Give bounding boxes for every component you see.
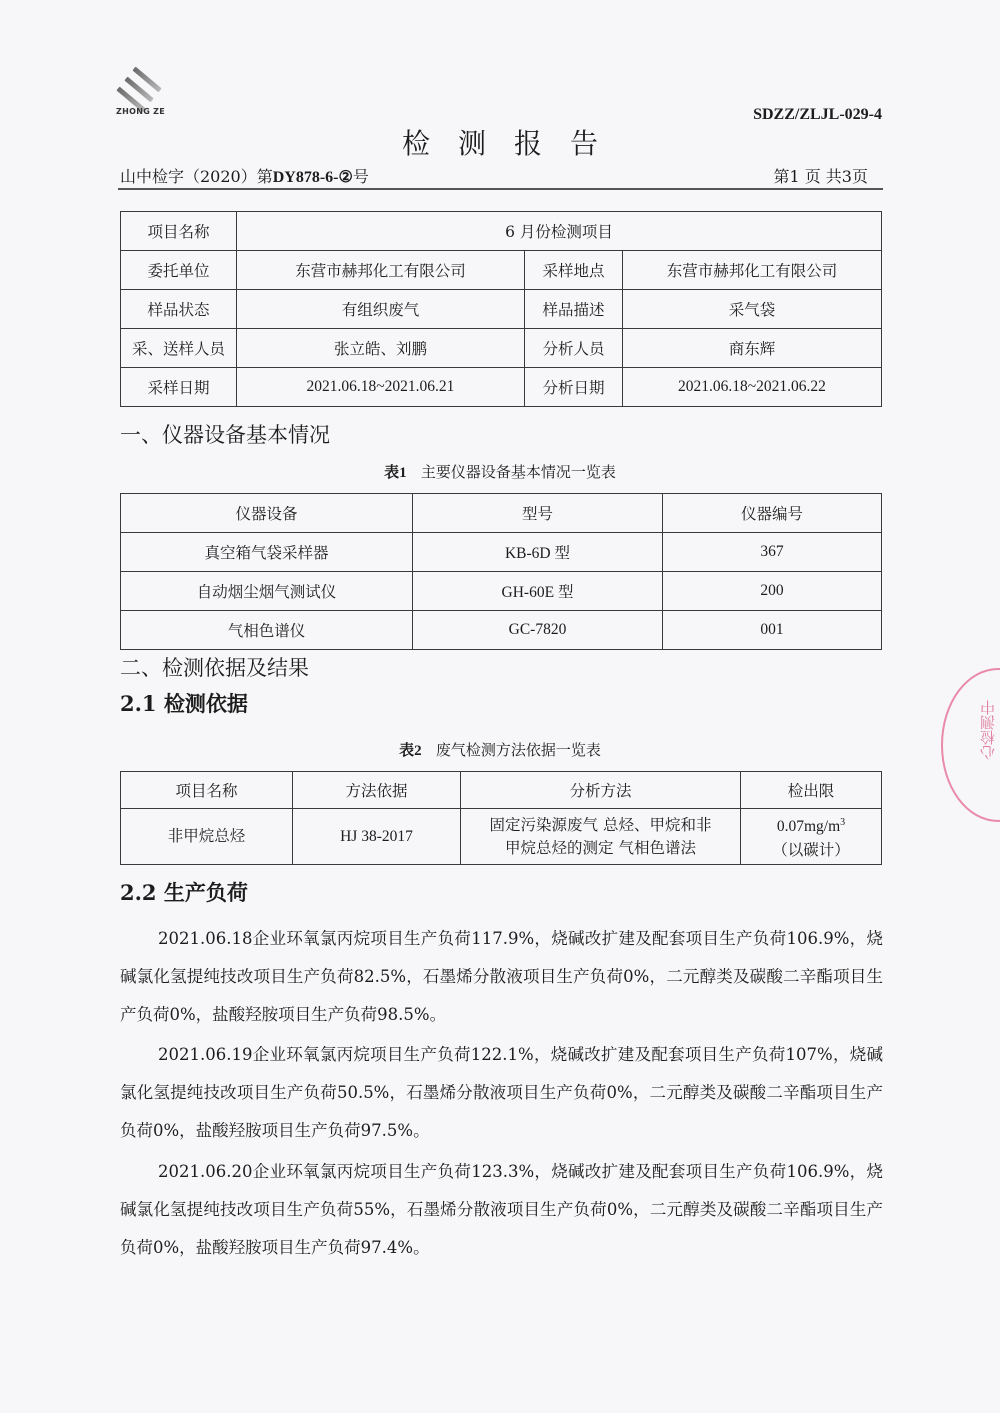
label-cell: 分析日期 [525,368,623,407]
value-cell: 2021.06.18~2021.06.22 [623,368,882,407]
caption-text: 废气检测方法依据一览表 [435,741,601,759]
value-cell: 张立皓、刘鹏 [237,329,525,368]
limit-number: 0.07mg/m [776,818,841,836]
value-cell: 采气袋 [623,290,882,329]
column-header: 型号 [413,494,663,533]
cell-method-basis: HJ 38-2017 [293,809,461,865]
load-paragraph-0619: 2021.06.19企业环氧氯丙烷项目生产负荷122.1%，烧碱改扩建及配套项目生产负荷107%，烧碱氯化氢提纯技改项目生产负荷50.5%，石墨烯分散液项目生产负荷0%，二元醇类及碳酸二辛酯项目生产负荷0%，盐酸羟胺项目生产负荷97.5%。 [120,1045,883,1140]
header-divider [118,188,883,190]
value-cell: 东营市赫邦化工有限公司 [623,251,882,290]
column-header: 方法依据 [293,772,461,809]
method-table [120,771,882,865]
cell-equipment: 真空箱气袋采样器 [121,533,413,572]
caption-number: 表1 [384,465,407,481]
table-header-row [121,494,882,533]
table1-caption [0,461,1000,482]
value-cell: 东营市赫邦化工有限公司 [237,251,525,290]
table-header-row [121,772,882,809]
load-paragraph-0618: 2021.06.18企业环氧氯丙烷项目生产负荷117.9%，烧碱改扩建及配套项目生产负荷106.9%，烧碱氯化氢提纯技改项目生产负荷82.5%，石墨烯分散液项目生产负荷0%，二元醇类及碳酸二辛酯项目生产负荷0%，盐酸羟胺项目生产负荷98.5%。 [120,929,883,1024]
cell-equipment: 自动烟尘烟气测试仪 [121,572,413,611]
label-cell: 委托单位 [121,251,237,290]
cell-detection-limit [741,809,882,865]
value-cell: 有组织废气 [237,290,525,329]
table-row [121,368,882,407]
report-number-suffix: 号 [352,167,369,186]
table-row [121,533,882,572]
label-cell: 采样地点 [525,251,623,290]
caption-text: 主要仪器设备基本情况一览表 [420,463,616,481]
cell-model: KB-6D 型 [413,533,663,572]
table-row [121,809,882,865]
section-heading-1: 一、仪器设备基本情况 [120,423,330,447]
label-cell: 采、送样人员 [121,329,237,368]
value-cell: 6 月份检测项目 [237,212,882,251]
document-code: SDZZ/ZLJL-029-4 [753,106,882,123]
table-row [121,251,882,290]
label-cell: 样品状态 [121,290,237,329]
limit-note: （以碳计） [772,840,850,859]
report-number [120,164,369,187]
page-indicator: 第1 页 共3页 [773,167,868,186]
subsection-heading-2-1: 2.1 检测依据 [120,691,248,716]
subsection-heading-2-2: 2.2 生产负荷 [120,880,248,905]
cell-id: 001 [663,611,882,650]
caption-number: 表2 [399,743,422,759]
load-paragraph-0620: 2021.06.20企业环氧氯丙烷项目生产负荷123.3%，烧碱改扩建及配套项目生产负荷106.9%，烧碱氯化氢提纯技改项目生产负荷55%，石墨烯分散液项目生产负荷0%，二元醇类及碳酸二辛酯项目生产负荷0%，盐酸羟胺项目生产负荷97.4%。 [120,1162,883,1257]
document-title: 检测报告 [401,127,626,160]
column-header: 分析方法 [461,772,741,809]
table-row [121,572,882,611]
label-cell: 样品描述 [525,290,623,329]
cell-model: GH-60E 型 [413,572,663,611]
logo-text: ZHONG ZE [116,107,166,116]
value-cell: 商东辉 [623,329,882,368]
info-table [120,211,882,407]
section-heading-2: 二、检测依据及结果 [120,656,309,680]
column-header: 仪器设备 [121,494,413,533]
table-row [121,290,882,329]
column-header: 检出限 [741,772,882,809]
column-header: 项目名称 [121,772,293,809]
table-row [121,212,882,251]
table-row [121,329,882,368]
label-cell: 项目名称 [121,212,237,251]
limit-value [741,811,881,838]
value-cell: 2021.06.18~2021.06.21 [237,368,525,407]
label-cell: 分析人员 [525,329,623,368]
cell-analysis-method [461,809,741,865]
label-cell: 采样日期 [121,368,237,407]
limit-superscript: 3 [840,817,846,829]
table-row [121,611,882,650]
report-number-code: DY878-6-② [272,169,353,186]
equipment-table [120,493,882,650]
cell-item: 非甲烷总烃 [121,809,293,865]
column-header: 仪器编号 [663,494,882,533]
cell-id: 200 [663,572,882,611]
cell-equipment: 气相色谱仪 [121,611,413,650]
report-number-prefix: 山中检字（2020）第 [120,167,273,186]
stamp-text: 心检测中 [979,700,997,760]
analysis-line-1: 固定污染源废气 总烃、甲烷和非 [489,815,712,834]
analysis-line-2: 甲烷总烃的测定 气相色谱法 [505,838,696,857]
cell-model: GC-7820 [413,611,663,650]
cell-id: 367 [663,533,882,572]
table2-caption [0,739,1000,760]
